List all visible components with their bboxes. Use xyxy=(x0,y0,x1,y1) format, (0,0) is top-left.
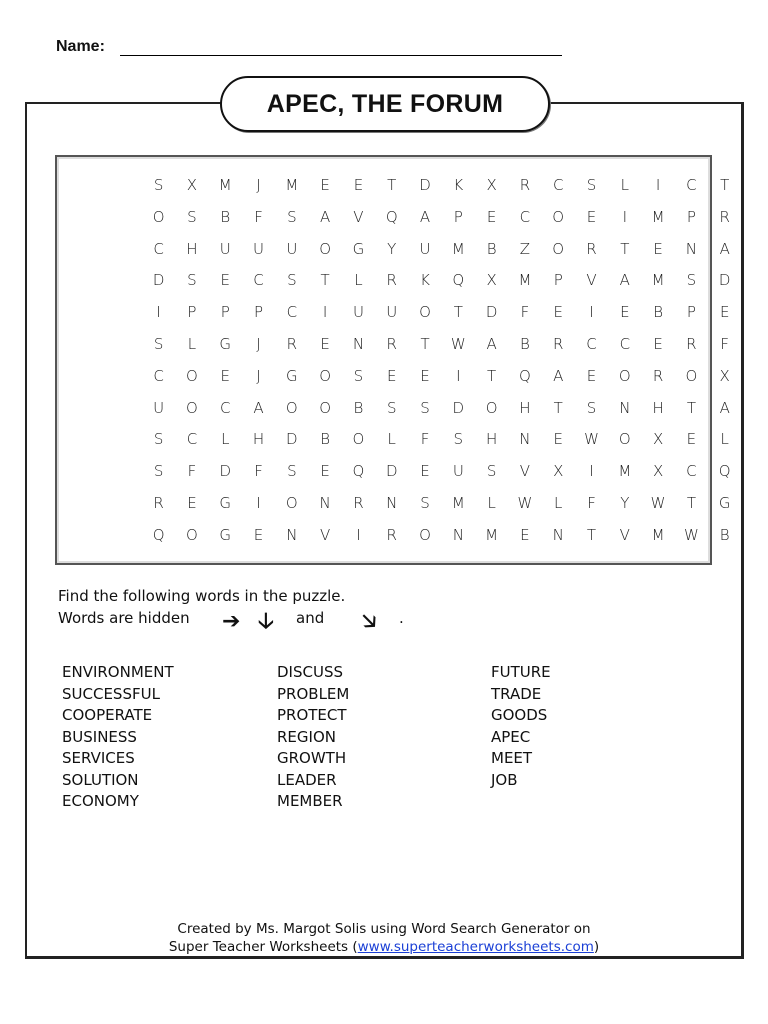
grid-cell[interactable]: Y xyxy=(620,494,630,512)
grid-cell[interactable]: E xyxy=(353,176,364,194)
word-list-item: GROWTH xyxy=(277,749,347,767)
credit-line-1: Created by Ms. Margot Solis using Word Search Generator on xyxy=(177,921,591,937)
grid-cell[interactable]: R xyxy=(386,525,397,544)
grid-cell[interactable]: E xyxy=(553,430,563,449)
grid-cell[interactable]: N xyxy=(452,525,464,544)
grid-cell[interactable]: N xyxy=(552,525,564,544)
grid-row xyxy=(142,360,741,392)
grid-cell[interactable]: X xyxy=(553,462,564,481)
grid-cell[interactable]: D xyxy=(419,176,431,194)
grid-cell[interactable]: S xyxy=(420,494,430,512)
grid-cell[interactable]: S xyxy=(153,335,164,353)
grid-cell[interactable]: X xyxy=(486,176,497,194)
grid-cell[interactable]: C xyxy=(552,176,564,194)
grid-cell[interactable]: Q xyxy=(519,366,531,385)
name-field-row xyxy=(56,38,566,60)
grid-cell[interactable]: E xyxy=(320,335,330,353)
grid-cell[interactable]: P xyxy=(553,271,563,290)
grid-cell[interactable]: S xyxy=(187,271,197,290)
grid-cell[interactable]: O xyxy=(485,398,498,417)
grid-cell[interactable]: S xyxy=(287,271,297,290)
grid-cell[interactable]: J xyxy=(256,335,261,353)
name-line[interactable] xyxy=(120,55,562,56)
credit-suffix: ) xyxy=(593,939,600,955)
grid-cell[interactable]: S xyxy=(686,271,697,290)
grid-row xyxy=(142,264,741,296)
grid-cell[interactable]: E xyxy=(520,525,530,544)
grid-cell[interactable]: B xyxy=(719,525,730,544)
grid-cell[interactable]: R xyxy=(586,239,597,258)
word-list-item: ECONOMY xyxy=(62,792,139,810)
grid-cell[interactable]: R xyxy=(552,335,564,353)
grid-cell[interactable]: K xyxy=(420,271,430,290)
instruction-line-2-prefix: Words are hidden xyxy=(58,609,190,627)
grid-cell[interactable]: N xyxy=(685,239,698,258)
grid-cell[interactable]: H xyxy=(652,398,664,417)
grid-cell[interactable]: G xyxy=(286,366,298,385)
grid-cell[interactable]: L xyxy=(487,494,496,512)
grid-cell[interactable]: Q xyxy=(352,462,365,481)
grid-cell[interactable]: B xyxy=(520,335,530,353)
grid-cell[interactable]: E xyxy=(320,462,330,481)
grid-cell[interactable]: U xyxy=(219,239,231,258)
grid-cell[interactable]: D xyxy=(286,430,298,449)
grid-cell[interactable]: D xyxy=(485,303,498,322)
grid-cell[interactable]: S xyxy=(453,430,464,449)
grid-cell[interactable]: G xyxy=(219,494,232,512)
grid-cell[interactable]: R xyxy=(519,176,531,194)
grid-cell[interactable]: C xyxy=(220,398,231,417)
grid-cell[interactable]: P xyxy=(254,303,264,322)
grid-cell[interactable]: D xyxy=(718,271,731,290)
grid-cell[interactable]: T xyxy=(320,271,330,290)
credit-line-2 xyxy=(0,939,768,955)
grid-cell[interactable]: O xyxy=(419,303,431,322)
grid-cell[interactable]: I xyxy=(589,303,594,322)
grid-cell[interactable]: N xyxy=(619,398,631,417)
grid-cell[interactable]: E xyxy=(420,462,430,481)
grid-cell[interactable]: O xyxy=(285,398,298,417)
grid-cell[interactable]: B xyxy=(220,207,231,226)
grid-row xyxy=(142,519,741,551)
grid-cell[interactable]: W xyxy=(650,494,666,512)
word-list-item: PROTECT xyxy=(277,706,347,724)
grid-cell[interactable]: E xyxy=(486,207,497,226)
grid-cell[interactable]: E xyxy=(386,366,397,385)
grid-row xyxy=(142,455,741,487)
grid-cell[interactable]: B xyxy=(486,239,497,258)
grid-cell[interactable]: L xyxy=(221,430,230,449)
grid-cell[interactable]: F xyxy=(420,430,430,449)
grid-cell[interactable]: S xyxy=(153,430,164,449)
grid-cell[interactable]: Y xyxy=(387,239,397,258)
grid-cell[interactable]: R xyxy=(386,271,397,290)
grid-cell[interactable]: R xyxy=(719,207,730,226)
grid-row xyxy=(142,328,741,360)
grid-cell[interactable]: T xyxy=(686,398,696,417)
grid-cell[interactable]: S xyxy=(153,462,164,481)
grid-cell[interactable]: U xyxy=(452,462,464,481)
grid-cell[interactable]: E xyxy=(187,494,197,512)
grid-cell[interactable]: F xyxy=(520,303,530,322)
grid-cell[interactable]: E xyxy=(220,271,230,290)
grid-cell[interactable]: F xyxy=(254,462,263,481)
word-list-item: MEMBER xyxy=(277,792,343,810)
grid-cell[interactable]: C xyxy=(686,176,697,194)
title-banner xyxy=(220,76,550,132)
grid-cell[interactable]: S xyxy=(420,398,430,417)
grid-cell[interactable]: Q xyxy=(452,271,465,290)
grid-cell[interactable]: J xyxy=(256,176,261,194)
grid-cell[interactable]: C xyxy=(586,335,597,353)
grid-cell[interactable]: O xyxy=(352,430,365,449)
word-list-item: SERVICES xyxy=(62,749,135,767)
instruction-and: and xyxy=(296,609,325,627)
grid-cell[interactable]: O xyxy=(186,398,198,417)
arrow-right-icon: ➔ xyxy=(222,609,241,634)
grid-cell[interactable]: O xyxy=(552,239,565,258)
grid-cell[interactable]: W xyxy=(683,525,699,544)
grid-cell[interactable]: N xyxy=(386,494,398,512)
grid-cell[interactable]: E xyxy=(719,303,730,322)
grid-cell[interactable]: F xyxy=(254,207,263,226)
word-list-item: LEADER xyxy=(277,770,337,789)
word-search-grid xyxy=(55,155,731,565)
grid-cell[interactable]: Z xyxy=(519,239,531,258)
grid-cell[interactable]: S xyxy=(353,366,364,385)
grid-cell[interactable]: P xyxy=(220,303,230,322)
grid-cell[interactable]: R xyxy=(153,494,164,512)
grid-cell[interactable]: V xyxy=(586,271,597,290)
grid-cell[interactable]: A xyxy=(619,271,630,290)
grid-cell[interactable]: R xyxy=(386,335,397,353)
grid-row xyxy=(142,392,741,424)
grid-cell[interactable]: L xyxy=(720,430,729,449)
grid-cell[interactable]: U xyxy=(419,239,431,258)
grid-cell[interactable]: S xyxy=(287,462,297,481)
grid-cell[interactable]: S xyxy=(586,398,597,417)
word-list-column-1 xyxy=(62,662,174,813)
page-title: APEC, THE FORUM xyxy=(266,89,504,118)
word-list-item: DISCUSS xyxy=(277,663,343,681)
grid-cell[interactable]: E xyxy=(253,525,264,544)
grid-cell[interactable]: R xyxy=(686,335,697,353)
grid-cell[interactable]: Q xyxy=(385,207,398,226)
grid-cell[interactable]: M xyxy=(618,462,632,481)
credit-prefix: Super Teacher Worksheets ( xyxy=(168,939,358,955)
grid-cell[interactable]: P xyxy=(453,207,463,226)
grid-cell[interactable]: L xyxy=(354,271,363,290)
grid-cell[interactable]: B xyxy=(653,303,664,322)
instruction-period: . xyxy=(399,609,404,627)
grid-cell[interactable]: O xyxy=(319,239,332,258)
grid-cell[interactable]: M xyxy=(651,271,665,290)
grid-cell[interactable]: V xyxy=(353,207,364,226)
grid-cell[interactable]: G xyxy=(352,239,365,258)
grid-cell[interactable]: A xyxy=(719,398,730,417)
grid-cell[interactable]: D xyxy=(152,271,165,290)
grid-cell[interactable]: S xyxy=(586,176,597,194)
grid-cell[interactable]: O xyxy=(319,398,332,417)
grid-cell[interactable]: L xyxy=(620,176,629,194)
grid-row xyxy=(142,423,741,455)
grid-cell[interactable]: O xyxy=(685,366,698,385)
grid-row xyxy=(142,201,741,233)
grid-cell[interactable]: M xyxy=(651,525,665,544)
word-list-column-2 xyxy=(277,662,349,813)
grid-cell[interactable]: R xyxy=(652,366,664,385)
grid-cell[interactable]: M xyxy=(451,494,465,512)
word-list-item: MEET xyxy=(491,749,533,767)
grid-cell[interactable]: M xyxy=(285,176,299,194)
grid-cell[interactable]: T xyxy=(686,494,696,512)
grid-cell[interactable]: A xyxy=(419,207,431,226)
grid-cell[interactable]: F xyxy=(720,335,730,353)
grid-cell[interactable]: O xyxy=(285,494,298,512)
grid-cell[interactable]: H xyxy=(485,430,498,449)
arrow-diagonal-down-right-icon: 🡦 xyxy=(362,609,377,634)
grid-cell[interactable]: W xyxy=(450,335,466,353)
grid-cell[interactable]: O xyxy=(152,207,165,226)
word-list-item: TRADE xyxy=(491,684,542,703)
grid-row xyxy=(142,296,741,328)
grid-cell[interactable]: U xyxy=(253,239,265,258)
grid-cell[interactable]: E xyxy=(620,303,630,322)
grid-cell[interactable]: N xyxy=(286,525,298,544)
arrow-down-icon: 🡣 xyxy=(258,609,274,634)
grid-cell[interactable]: M xyxy=(485,525,499,544)
name-label: Name: xyxy=(56,38,105,55)
grid-cell[interactable]: R xyxy=(286,335,298,353)
grid-cell[interactable]: C xyxy=(153,239,164,258)
grid-row xyxy=(142,487,741,519)
grid-cell[interactable]: W xyxy=(584,430,599,449)
word-list-item: APEC xyxy=(491,727,531,746)
grid-inner xyxy=(57,157,731,563)
grid-cell[interactable]: E xyxy=(320,176,330,194)
grid-cell[interactable]: C xyxy=(519,207,531,226)
grid-cell[interactable]: A xyxy=(253,398,264,417)
grid-cell[interactable]: L xyxy=(187,335,197,353)
grid-cell[interactable]: T xyxy=(586,525,597,544)
grid-cell[interactable]: O xyxy=(319,366,332,385)
grid-cell[interactable]: N xyxy=(319,494,331,512)
grid-row xyxy=(142,169,741,201)
grid-row xyxy=(142,233,741,265)
grid-cell[interactable]: F xyxy=(587,494,596,512)
grid-cell[interactable]: T xyxy=(720,176,730,194)
grid-cell[interactable]: N xyxy=(519,430,531,449)
grid-cell[interactable]: O xyxy=(618,430,631,449)
credit-link[interactable]: www.superteacherworksheets.com xyxy=(357,939,594,955)
grid-cell[interactable]: F xyxy=(187,462,197,481)
word-list-item: JOB xyxy=(491,770,518,789)
word-list-item: GOODS xyxy=(491,706,548,724)
grid-cell[interactable]: C xyxy=(286,303,298,322)
grid-cell[interactable]: D xyxy=(452,398,465,417)
grid-cell[interactable]: P xyxy=(686,207,696,226)
grid-cell[interactable]: I xyxy=(655,176,661,194)
word-list-item: REGION xyxy=(277,727,336,746)
grid-cell[interactable]: B xyxy=(353,398,364,417)
grid-cell[interactable]: H xyxy=(186,239,198,258)
grid-cell[interactable]: S xyxy=(153,176,164,194)
grid-cell[interactable]: U xyxy=(352,303,364,322)
grid-cell[interactable]: V xyxy=(519,462,531,481)
grid-cell[interactable]: M xyxy=(451,239,465,258)
grid-cell[interactable]: Q xyxy=(152,525,165,544)
grid-cell[interactable]: O xyxy=(186,525,198,544)
grid-cell[interactable]: E xyxy=(653,239,663,258)
grid-cell[interactable]: X xyxy=(652,462,664,481)
frame-top-border-left xyxy=(25,102,222,104)
grid-cell[interactable]: M xyxy=(651,207,665,226)
grid-cell[interactable]: M xyxy=(218,176,232,194)
grid-cell[interactable]: G xyxy=(219,525,232,544)
grid-cell[interactable]: B xyxy=(320,430,331,449)
grid-cell[interactable]: I xyxy=(322,303,328,322)
grid-cell[interactable]: O xyxy=(186,366,198,385)
grid-cell[interactable]: Q xyxy=(718,462,731,481)
grid-cell[interactable]: C xyxy=(253,271,264,290)
word-list-item: SOLUTION xyxy=(62,770,139,789)
word-list-column-3 xyxy=(491,662,551,791)
frame-top-border-right xyxy=(548,102,744,104)
grid-cell[interactable]: P xyxy=(187,303,197,322)
grid-cell[interactable]: T xyxy=(487,366,497,385)
grid-cell[interactable]: D xyxy=(219,462,232,481)
grid-cell[interactable]: W xyxy=(517,494,533,512)
grid-cell[interactable]: X xyxy=(186,176,198,194)
grid-cell[interactable]: E xyxy=(586,207,597,226)
grid-cell[interactable]: E xyxy=(553,303,563,322)
grid-cell[interactable]: O xyxy=(552,207,565,226)
grid-cell[interactable]: L xyxy=(387,430,396,449)
grid-cell[interactable]: I xyxy=(156,303,161,322)
grid-cell[interactable]: V xyxy=(619,525,630,544)
grid-cell[interactable]: P xyxy=(686,303,696,322)
grid-cell[interactable]: X xyxy=(719,366,730,385)
grid-cell[interactable]: E xyxy=(586,366,597,385)
grid-cell[interactable]: A xyxy=(320,207,331,226)
grid-cell[interactable]: E xyxy=(686,430,697,449)
grid-cell[interactable]: C xyxy=(186,430,198,449)
grid-cell[interactable]: S xyxy=(287,207,297,226)
grid-cell[interactable]: G xyxy=(219,335,232,353)
grid-cell[interactable]: T xyxy=(453,303,463,322)
grid-cell[interactable]: J xyxy=(256,366,261,385)
grid-cell[interactable]: V xyxy=(320,525,331,544)
grid-cell[interactable]: U xyxy=(386,303,398,322)
grid-cell[interactable]: A xyxy=(553,366,564,385)
grid-cell[interactable]: O xyxy=(618,366,631,385)
grid-cell[interactable]: A xyxy=(719,239,730,258)
grid-cell[interactable]: T xyxy=(553,398,563,417)
grid-cell[interactable]: I xyxy=(622,207,628,226)
grid-cell[interactable]: M xyxy=(518,271,532,290)
grid-cell[interactable]: S xyxy=(386,398,397,417)
grid-cell[interactable]: D xyxy=(385,462,398,481)
grid-cell[interactable]: G xyxy=(718,494,731,512)
word-list-item: FUTURE xyxy=(491,663,551,681)
grid-cell[interactable]: X xyxy=(652,430,664,449)
grid-cell[interactable]: E xyxy=(653,335,663,353)
grid-cell[interactable]: X xyxy=(486,271,497,290)
grid-cell[interactable]: T xyxy=(387,176,397,194)
word-list-item: COOPERATE xyxy=(62,706,153,724)
grid-cell[interactable]: C xyxy=(153,366,164,385)
grid-cell[interactable]: I xyxy=(256,494,261,512)
grid-cell[interactable]: O xyxy=(419,525,431,544)
grid-cell[interactable]: I xyxy=(589,462,594,481)
grid-cell[interactable]: R xyxy=(353,494,364,512)
grid-cell[interactable]: T xyxy=(620,239,630,258)
word-list-item: PROBLEM xyxy=(277,684,350,703)
grid-cell[interactable]: S xyxy=(187,207,197,226)
grid-cell[interactable]: T xyxy=(420,335,430,353)
word-list-item: ENVIRONMENT xyxy=(62,663,174,681)
grid-cell[interactable]: L xyxy=(554,494,563,512)
instruction-line-1: Find the following words in the puzzle. xyxy=(58,587,346,605)
grid-cell[interactable]: U xyxy=(153,398,165,417)
word-list-item: SUCCESSFUL xyxy=(62,684,160,703)
grid-cell[interactable]: U xyxy=(286,239,298,258)
grid-cell[interactable]: C xyxy=(686,462,697,481)
grid-cell[interactable]: S xyxy=(486,462,497,481)
grid-cell[interactable]: I xyxy=(456,366,461,385)
grid-cell[interactable]: H xyxy=(252,430,265,449)
grid-cell[interactable]: I xyxy=(356,525,361,544)
grid-cell[interactable]: K xyxy=(453,176,464,194)
word-list-item: BUSINESS xyxy=(62,727,137,746)
grid-cell[interactable]: A xyxy=(486,335,497,353)
grid-cell[interactable]: E xyxy=(220,366,230,385)
grid-cell[interactable]: H xyxy=(519,398,531,417)
grid-cell[interactable]: N xyxy=(352,335,365,353)
grid-cell[interactable]: E xyxy=(420,366,430,385)
grid-cell[interactable]: C xyxy=(619,335,631,353)
